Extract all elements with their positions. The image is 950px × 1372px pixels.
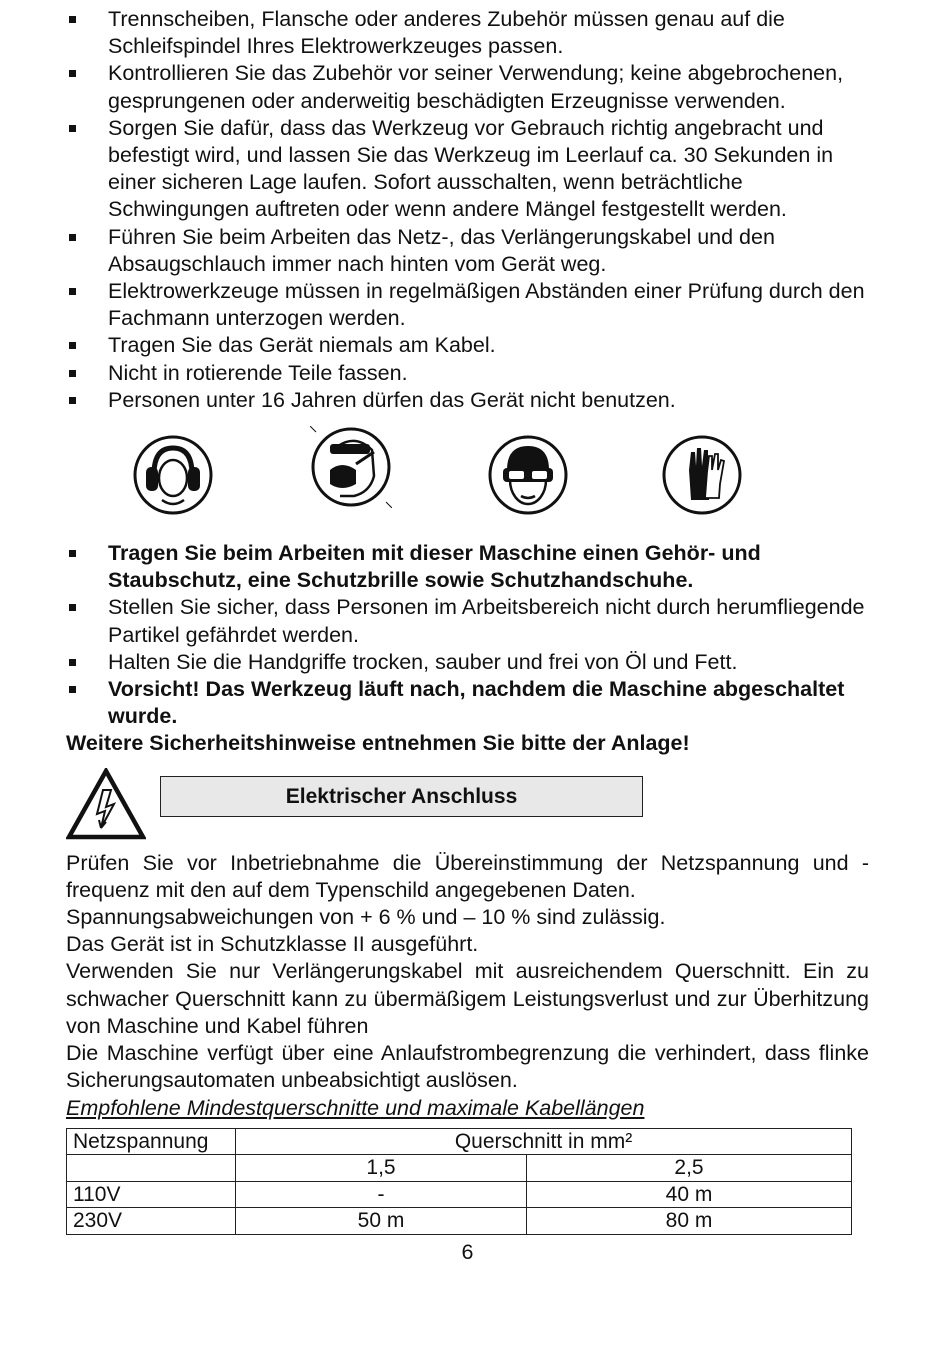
safety-list-bottom — [66, 540, 869, 730]
table-row — [67, 1181, 852, 1208]
table-row — [67, 1208, 852, 1235]
list-item: Sorgen Sie dafür, dass das Werkzeug vor Gebrauch richtig angebracht und befestigt wird, und lassen Sie das Werkzeug im Leerlauf ca. 30 Sekunden in einer sicheren Lage laufen. Sofort ausschalten, wenn beträchtliche Schwingungen auftreten oder wenn andere Mängel festgestellt werden. — [66, 115, 869, 224]
list-item: Führen Sie beim Arbeiten das Netz-, das Verlängerungskabel und den Absaugschlauch immer nach hinten vom Gerät weg. — [66, 224, 869, 278]
table-cell: 230V — [67, 1208, 236, 1235]
list-item: Trennscheiben, Flansche oder anderes Zubehör müssen genau auf die Schleifspindel Ihres Elektrowerkzeuges passen. — [66, 6, 869, 60]
further-safety-note: Weitere Sicherheitshinweise entnehmen Sie bitte der Anlage! — [66, 731, 690, 756]
section-header — [66, 766, 869, 850]
paragraph: Das Gerät ist in Schutzklasse II ausgeführt. — [66, 932, 479, 957]
protective-gloves-icon — [661, 434, 743, 516]
table-cell: 40 m — [527, 1181, 852, 1208]
list-item: Stellen Sie sicher, dass Personen im Arbeitsbereich nicht durch herumfliegende Partikel gefährdet werden. — [66, 594, 869, 648]
safety-list-top — [66, 6, 869, 414]
paragraph: Prüfen Sie vor Inbetriebnahme die Übereinstimmung der Netzspannung und -frequenz mit den auf dem Typenschild angegebenen Daten. — [66, 850, 869, 902]
cable-table — [66, 1128, 852, 1235]
section-title: Elektrischer Anschluss — [160, 776, 643, 817]
table-row — [67, 1128, 852, 1155]
electrical-hazard-icon — [66, 768, 146, 840]
page-number: 6 — [461, 1239, 474, 1264]
safety-goggles-icon — [487, 434, 569, 516]
ear-protection-icon — [132, 434, 214, 516]
list-item: Vorsicht! Das Werkzeug läuft nach, nachdem die Maschine abgeschaltet wurde. — [66, 676, 869, 730]
table-header-cell: Querschnitt in mm² — [236, 1128, 852, 1155]
table-cell — [67, 1155, 236, 1182]
table-cell: 50 m — [236, 1208, 527, 1235]
safety-icons-row — [66, 426, 869, 534]
list-item: Personen unter 16 Jahren dürfen das Gerät nicht benutzen. — [66, 387, 869, 414]
paragraph: Spannungsabweichungen von + 6 % und – 10 % sind zulässig. — [66, 905, 666, 930]
list-item: Elektrowerkzeuge müssen in regelmäßigen Abständen einer Prüfung durch den Fachmann unterzogen werden. — [66, 278, 869, 332]
paragraph: Die Maschine verfügt über eine Anlaufstrombegrenzung die verhindert, dass flinke Sicherungsautomaten unbeabsichtigt auslösen. — [66, 1041, 869, 1093]
table-header-cell: 1,5 — [236, 1155, 527, 1182]
table-header-cell: 2,5 — [527, 1155, 852, 1182]
table-cell: 110V — [67, 1181, 236, 1208]
paragraph: Verwenden Sie nur Verlängerungskabel mit ausreichendem Querschnitt. Ein zu schwacher Querschnitt kann zu übermäßigem Leistungsverlust und zur Überhitzung von Maschine und Kabel führen — [66, 959, 869, 1038]
table-caption: Empfohlene Mindestquerschnitte und maximale Kabellängen — [66, 1095, 645, 1120]
list-item: Nicht in rotierende Teile fassen. — [66, 360, 869, 387]
list-item: Tragen Sie das Gerät niemals am Kabel. — [66, 332, 869, 359]
table-cell: - — [236, 1181, 527, 1208]
document-page — [66, 6, 869, 1266]
list-item: Kontrollieren Sie das Zubehör vor seiner Verwendung; keine abgebrochenen, gesprungenen oder anderweitig beschädigten Erzeugnisse verwenden. — [66, 60, 869, 114]
table-header-cell: Netzspannung — [67, 1128, 236, 1155]
table-row — [67, 1155, 852, 1182]
list-item: Halten Sie die Handgriffe trocken, sauber und frei von Öl und Fett. — [66, 649, 869, 676]
table-cell: 80 m — [527, 1208, 852, 1235]
dust-mask-icon — [310, 426, 392, 508]
list-item: Tragen Sie beim Arbeiten mit dieser Maschine einen Gehör- und Staubschutz, eine Schutzbrille sowie Schutzhandschuhe. — [66, 540, 869, 594]
